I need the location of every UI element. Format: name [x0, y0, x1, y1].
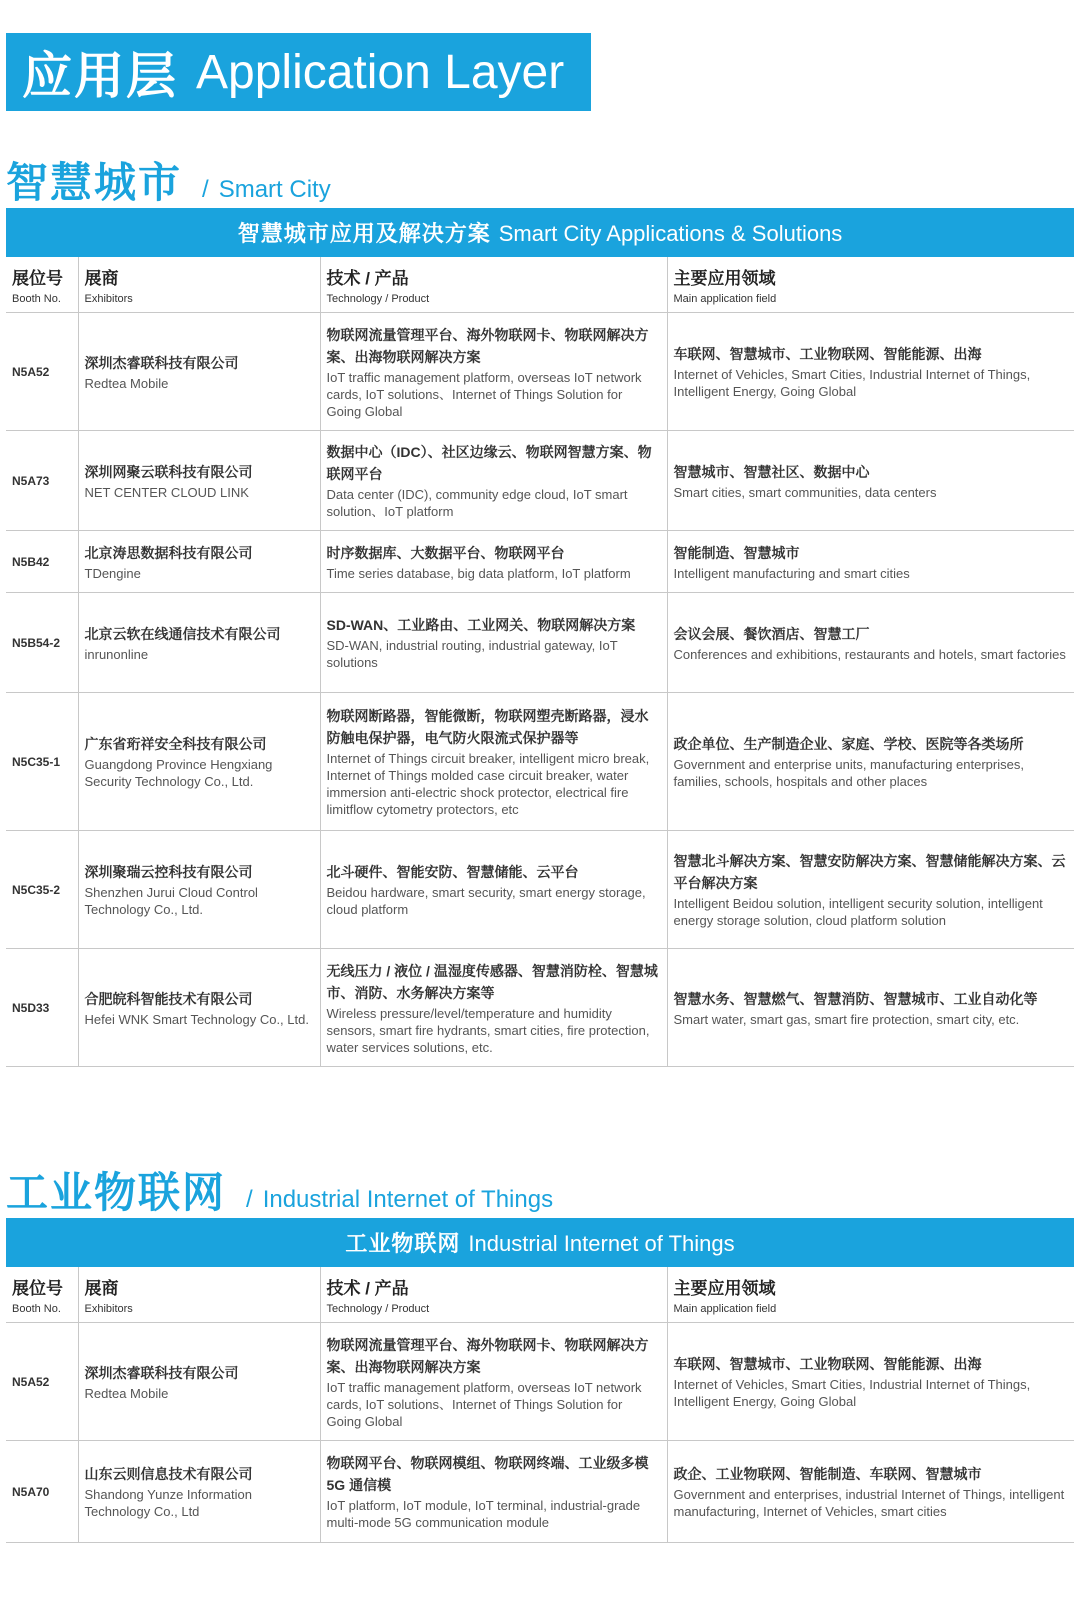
- technology-en: SD-WAN, industrial routing, industrial gateway, IoT solutions: [326, 638, 618, 670]
- technology-cell: [320, 313, 667, 431]
- exhibitor-name-en: Guangdong Province Hengxiang Security Technology Co., Ltd.: [84, 757, 273, 789]
- exhibitor-cell: [78, 431, 320, 531]
- exhibitor-name-en: Shenzhen Jurui Cloud Control Technology Co., Ltd.: [84, 885, 258, 917]
- booth-cell: [6, 693, 78, 831]
- technology-cn: 北斗硬件、智能安防、智慧储能、云平台: [326, 864, 579, 880]
- exhibitor-cell: [78, 693, 320, 831]
- field-cell: [667, 313, 1074, 431]
- booth-number: N5A52: [12, 1374, 50, 1389]
- header-field-cn: 主要应用领域: [673, 269, 776, 288]
- header-field-cn: 主要应用领域: [673, 1279, 776, 1298]
- exhibitor-cell: [78, 313, 320, 431]
- field-cn: 政企、工业物联网、智能制造、车联网、智慧城市: [673, 1466, 982, 1482]
- exhibitor-table: [6, 1218, 1074, 1543]
- exhibitor-name-cn: 合肥皖科智能技术有限公司: [84, 990, 253, 1007]
- field-cell: [667, 1441, 1074, 1543]
- technology-en: Beidou hardware, smart security, smart energy storage, cloud platform: [326, 885, 646, 917]
- booth-cell: [6, 431, 78, 531]
- booth-cell: [6, 313, 78, 431]
- exhibitor-name-en: Redtea Mobile: [84, 1385, 169, 1401]
- table-row: [6, 531, 1074, 593]
- technology-cell: [320, 531, 667, 593]
- booth-cell: [6, 531, 78, 593]
- exhibitor-name-en: NET CENTER CLOUD LINK: [84, 484, 249, 500]
- technology-en: IoT platform, IoT module, IoT terminal, industrial-grade multi-mode 5G communication module: [326, 1498, 641, 1530]
- technology-en: IoT traffic management platform, overseas IoT network cards, IoT solutions、Internet of Things Solution for Going Global: [326, 1379, 642, 1429]
- header-exhibitors-cn: 展商: [84, 1279, 119, 1298]
- table-row: [6, 949, 1074, 1067]
- technology-cn: 物联网流量管理平台、海外物联网卡、物联网解决方案、出海物联网解决方案: [326, 1336, 649, 1375]
- exhibitor-cell: [78, 531, 320, 593]
- field-en: Smart cities, smart communities, data centers: [673, 484, 937, 500]
- table-caption-row: [6, 1219, 1074, 1267]
- table-row: [6, 831, 1074, 949]
- exhibitor-cell: [78, 1323, 320, 1441]
- booth-cell: [6, 831, 78, 949]
- field-cn: 车联网、智慧城市、工业物联网、智能能源、出海: [673, 1356, 982, 1372]
- field-en: Internet of Vehicles, Smart Cities, Industrial Internet of Things, Intelligent Energy, Going Global: [673, 1377, 1031, 1409]
- field-cn: 政企单位、生产制造企业、家庭、学校、医院等各类场所: [673, 736, 1024, 752]
- field-cell: [667, 693, 1074, 831]
- booth-number: N5B54-2: [12, 635, 61, 650]
- exhibitor-cell: [78, 593, 320, 693]
- field-cell: [667, 531, 1074, 593]
- technology-cell: [320, 1323, 667, 1441]
- field-cn: 智慧水务、智慧燃气、智慧消防、智慧城市、工业自动化等: [673, 990, 1038, 1007]
- header-exhibitors-cn: 展商: [84, 269, 119, 288]
- table-row: [6, 1323, 1074, 1441]
- booth-number: N5C35-1: [12, 754, 61, 769]
- technology-en: IoT traffic management platform, overseas IoT network cards, IoT solutions、Internet of Things Solution for Going Global: [326, 369, 642, 419]
- technology-en: Data center (IDC), community edge cloud, IoT smart solution、IoT platform: [326, 487, 628, 519]
- booth-number: N5B42: [12, 554, 50, 569]
- field-en: Government and enterprises, industrial Internet of Things, intelligent manufacturing, Internet of Vehicles, smart cities: [673, 1487, 1065, 1519]
- header-exhibitors-en: Exhibitors: [84, 1303, 133, 1315]
- header-booth-en: Booth No.: [12, 1303, 61, 1315]
- header-booth-cn: 展位号: [12, 269, 63, 288]
- technology-cell: [320, 431, 667, 531]
- header-exhibitors: [78, 1267, 320, 1323]
- exhibitor-cell: [78, 1441, 320, 1543]
- technology-cn: 物联网断路器，智能微断，物联网塑壳断路器，浸水防触电保护器，电气防火限流式保护器等: [326, 708, 649, 746]
- table-caption-row: [6, 209, 1074, 257]
- header-technology-cn: 技术 / 产品: [326, 1279, 409, 1298]
- exhibitor-name-cn: 深圳网聚云联科技有限公司: [84, 463, 253, 480]
- exhibitor-name-cn: 深圳杰睿联科技有限公司: [84, 1364, 239, 1381]
- technology-cn: 无线压力 / 液位 / 温湿度传感器、智慧消防栓、智慧城市、消防、水务解决方案等: [326, 962, 658, 1001]
- field-en: Government and enterprise units, manufacturing enterprises, families, schools, hospitals and other places: [673, 757, 1024, 789]
- header-booth-cn: 展位号: [12, 1279, 63, 1298]
- exhibitor-table: [6, 208, 1074, 1067]
- field-en: Intelligent manufacturing and smart cities: [673, 565, 910, 581]
- table-header-row: [6, 257, 1074, 313]
- table-row: [6, 1441, 1074, 1543]
- header-booth: [6, 257, 78, 313]
- table-caption-en: Industrial Internet of Things: [468, 1231, 735, 1256]
- exhibitor-name-en: Shandong Yunze Information Technology Co., Ltd: [84, 1487, 252, 1519]
- booth-number: N5D33: [12, 1000, 50, 1015]
- header-field: [667, 1267, 1074, 1323]
- field-cell: [667, 593, 1074, 693]
- field-cell: [667, 1323, 1074, 1441]
- table-header-row: [6, 1267, 1074, 1323]
- table-caption: [6, 209, 1074, 257]
- field-cn: 智慧北斗解决方案、智慧安防解决方案、智慧储能解决方案、云平台解决方案: [673, 853, 1066, 891]
- technology-cn: 物联网平台、物联网模组、物联网终端、工业级多模 5G 通信模: [326, 1455, 649, 1493]
- header-booth-en: Booth No.: [12, 293, 61, 305]
- technology-en: Internet of Things circuit breaker, intelligent micro break, Internet of Things molded case circuit breaker, water immersion anti-electric shock protector, electrical fire limitflow cytometry protectors, etc: [326, 751, 650, 817]
- section-smart-city: [6, 150, 1074, 1067]
- header-exhibitors: [78, 257, 320, 313]
- booth-cell: [6, 949, 78, 1067]
- field-cn: 会议会展、餐饮酒店、智慧工厂: [673, 625, 870, 642]
- exhibitor-name-en: Hefei WNK Smart Technology Co., Ltd.: [84, 1011, 309, 1027]
- exhibitor-cell: [78, 949, 320, 1067]
- header-technology: [320, 1267, 667, 1323]
- header-technology: [320, 257, 667, 313]
- header-exhibitors-en: Exhibitors: [84, 293, 133, 305]
- booth-number: N5A73: [12, 473, 50, 488]
- exhibitor-name-cn: 北京云软在线通信技术有限公司: [84, 625, 281, 642]
- header-technology-en: Technology / Product: [326, 293, 430, 305]
- header-technology-cn: 技术 / 产品: [326, 269, 409, 288]
- technology-cell: [320, 949, 667, 1067]
- technology-en: Wireless pressure/level/temperature and humidity sensors, smart fire hydrants, smart cities, fire protection, water services solutions, etc.: [326, 1005, 650, 1055]
- technology-cell: [320, 831, 667, 949]
- technology-cell: [320, 1441, 667, 1543]
- table-caption-cn: 工业物联网: [345, 1231, 461, 1256]
- field-en: Intelligent Beidou solution, intelligent security solution, intelligent energy storage solution, cloud platform solution: [673, 896, 1043, 928]
- booth-number: N5A52: [12, 364, 50, 379]
- technology-cell: [320, 593, 667, 693]
- technology-cn: 时序数据库、大数据平台、物联网平台: [326, 544, 565, 561]
- exhibitor-name-cn: 广东省珩祥安全科技有限公司: [84, 736, 267, 752]
- technology-cn: 数据中心（IDC）、社区边缘云、物联网智慧方案、物联网平台: [326, 444, 652, 482]
- table-caption-cn: 智慧城市应用及解决方案: [237, 221, 491, 246]
- exhibitor-name-en: TDengine: [84, 565, 141, 581]
- field-cn: 车联网、智慧城市、工业物联网、智能能源、出海: [673, 346, 982, 362]
- table-row: [6, 431, 1074, 531]
- technology-cn: SD-WAN、工业路由、工业网关、物联网解决方案: [326, 617, 636, 633]
- section-title-slash: /: [202, 176, 209, 203]
- field-cell: [667, 949, 1074, 1067]
- section-industrial-iot: [6, 1160, 1074, 1543]
- header-booth: [6, 1267, 78, 1323]
- exhibitor-name-cn: 深圳聚瑞云控科技有限公司: [84, 864, 253, 880]
- banner-title-en: Application Layer: [196, 45, 565, 99]
- header-field: [667, 257, 1074, 313]
- technology-cn: 物联网流量管理平台、海外物联网卡、物联网解决方案、出海物联网解决方案: [326, 326, 649, 365]
- section-title-cn: 智慧城市: [6, 159, 183, 206]
- booth-number: N5C35-2: [12, 882, 61, 897]
- field-cell: [667, 831, 1074, 949]
- section-title-slash: /: [246, 1186, 253, 1213]
- section-title-cn: 工业物联网: [6, 1169, 227, 1216]
- booth-cell: [6, 1441, 78, 1543]
- technology-cell: [320, 693, 667, 831]
- exhibitor-name-en: Redtea Mobile: [84, 375, 169, 391]
- exhibitor-name-en: inrunonline: [84, 646, 149, 662]
- banner-title-cn: 应用层: [22, 48, 178, 104]
- table-caption-en: Smart City Applications & Solutions: [498, 221, 843, 246]
- header-field-en: Main application field: [673, 1303, 777, 1315]
- booth-number: N5A70: [12, 1484, 50, 1499]
- booth-cell: [6, 593, 78, 693]
- field-en: Internet of Vehicles, Smart Cities, Industrial Internet of Things, Intelligent Energy, Going Global: [673, 367, 1031, 399]
- exhibitor-name-cn: 北京涛思数据科技有限公司: [84, 544, 253, 561]
- field-cn: 智慧城市、智慧社区、数据中心: [673, 463, 870, 480]
- section-title-en: Smart City: [218, 176, 331, 203]
- section-title: [6, 1160, 1074, 1218]
- table-row: [6, 593, 1074, 693]
- table-caption: [6, 1219, 1074, 1267]
- table-row: [6, 313, 1074, 431]
- header-field-en: Main application field: [673, 293, 777, 305]
- exhibitor-cell: [78, 831, 320, 949]
- exhibitor-name-cn: 深圳杰睿联科技有限公司: [84, 354, 239, 371]
- field-en: Conferences and exhibitions, restaurants and hotels, smart factories: [673, 646, 1066, 662]
- field-cn: 智能制造、智慧城市: [673, 544, 800, 561]
- exhibitor-name-cn: 山东云则信息技术有限公司: [84, 1466, 253, 1482]
- technology-en: Time series database, big data platform, IoT platform: [326, 565, 631, 581]
- header-technology-en: Technology / Product: [326, 1303, 430, 1315]
- section-title: [6, 150, 1074, 208]
- booth-cell: [6, 1323, 78, 1441]
- page-banner: [6, 33, 591, 111]
- section-title-en: Industrial Internet of Things: [262, 1186, 554, 1213]
- field-cell: [667, 431, 1074, 531]
- table-row: [6, 693, 1074, 831]
- field-en: Smart water, smart gas, smart fire protection, smart city, etc.: [673, 1011, 1020, 1027]
